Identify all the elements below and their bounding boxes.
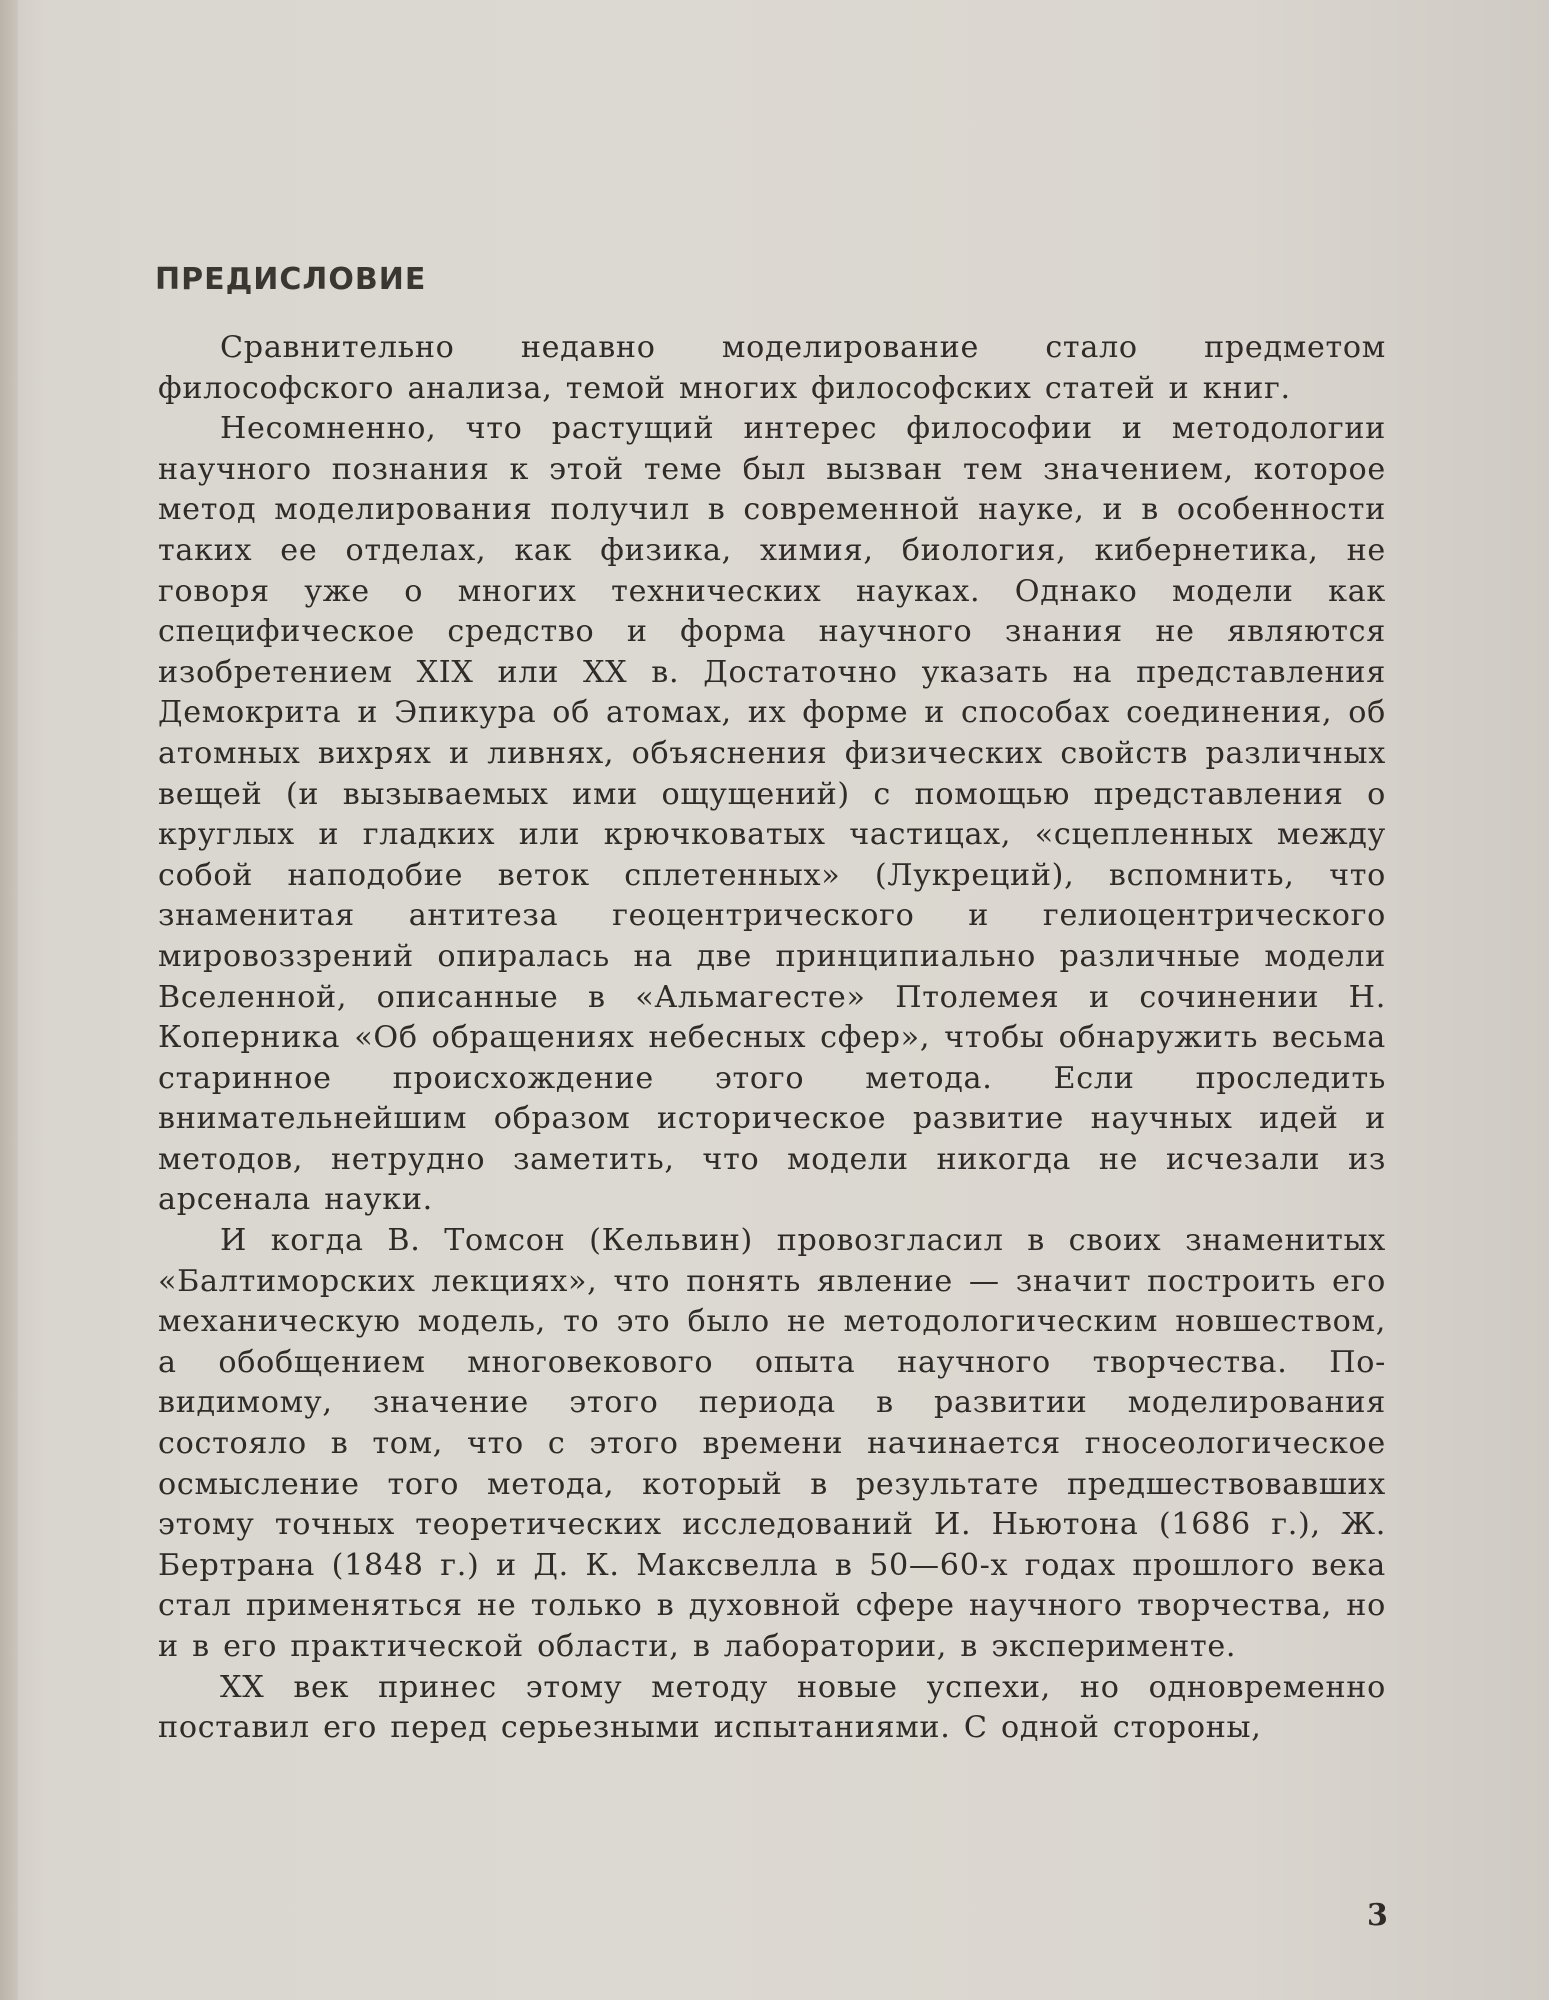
body-text [158,328,1386,1749]
paragraph-1: Сравнительно недавно моделирование стало предметом философского анализа, темой многих философских статей и книг. [158,330,1386,406]
paragraph-2: Несомненно, что растущий интерес философии и методологии научного познания к этой теме был вызван тем значением, которое метод моделирования получил в современной науке, и в особенности таких ее отделах, как физика, химия, биология, кибернетика, не говоря уже о многих технических науках. Однако модели как специфическое средство и форма научного знания не являются изобретением XIX или XX в. Достаточно указать на представления Демокрита и Эпикура об атомах, их форме и способах соединения, об атомных вихрях и ливнях, объяснения физических свойств различных вещей (и вызываемых ими ощущений) с помощью представления о круглых и гладких или крючковатых частицах, «сцепленных между собой наподобие веток сплетенных» (Лукреций), вспомнить, что знаменитая антитеза геоцентрического и гелиоцентрического мировоззрений опиралась на две принципиально различные модели Вселенной, описанные в «Альмагесте» Птолемея и сочинении Н. Коперника «Об обращениях небесных сфер», чтобы обнаружить весьма старинное происхождение этого метода. Если проследить внимательнейшим образом историческое развитие научных идей и методов, нетрудно заметить, что модели никогда не исчезали из арсенала науки. [158,411,1386,1218]
page-binding-edge [0,0,18,2000]
page-title: ПРЕДИСЛОВИЕ [155,262,427,297]
paragraph-4: XX век принес этому методу новые успехи, но одновременно поставил его перед серьезными испытаниями. С одной стороны, [158,1669,1386,1746]
page-number: 3 [1367,1898,1388,1933]
paragraph-3: И когда В. Томсон (Кельвин) провозгласил в своих знаменитых «Балтиморских лекциях», что понять явление — значит построить его механическую модель, то это было не методологическим новшеством, а обобщением многовекового опыта научного творчества. По-видимому, значение этого периода в развитии моделирования состояло в том, что с этого времени начинается гносеологическое осмысление того метода, который в результате предшествовавших этому точных теоретических исследований И. Ньютона (1686 г.), Ж. Бертрана (1848 г.) и Д. К. Максвелла в 50—60-х годах прошлого века стал применяться не только в духовной сфере научного творчества, но и в его практической области, в лаборатории, в эксперименте. [158,1223,1386,1664]
